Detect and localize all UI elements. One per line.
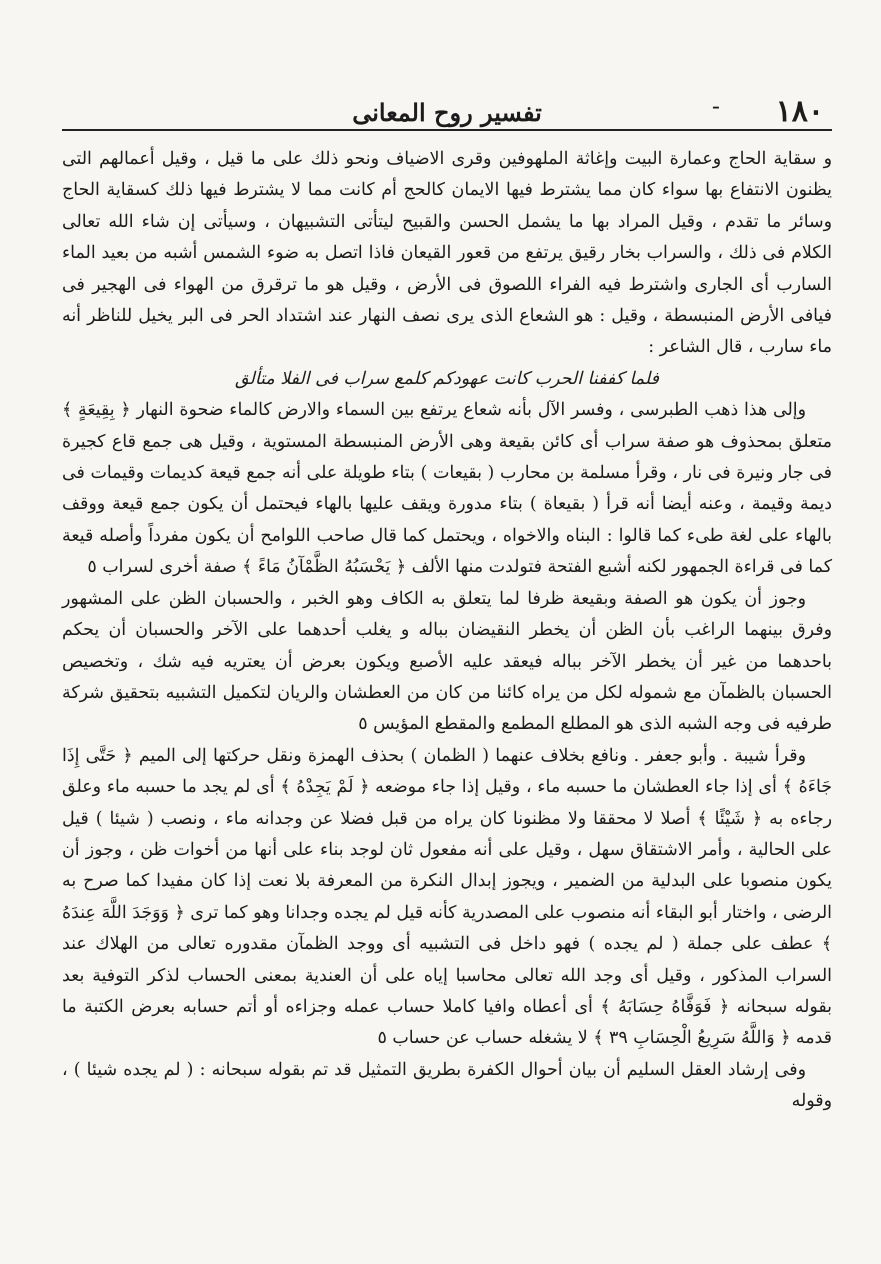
paragraph-5: وفى إرشاد العقل السليم أن بيان أحوال الكفرة بطريق التمثيل قد تم بقوله سبحانه : ( لم يجده شيئا ) ، وقوله	[62, 1059, 832, 1112]
paragraph-4: وقرأ شيبة . وأبو جعفر . ونافع بخلاف عنهما ( الظمان ) بحذف الهمزة ونقل حركتها إلى الميم ﴿ حَتَّى إِذَا جَاءَهُ ﴾ أى إذا جاء العطشان ما حسبه ماء ، وقيل إذا جاء موضعه ﴿ لَمْ يَجِدْهُ ﴾ أى لم يجد ما حسبه ماء وعلق رجاءه به ﴿ شَيْئًا ﴾ أصلا لا محققا ولا مظنونا كان يراه من قبل فضلا عن وجدانه ماء ، ونصب ( شيئا ) قيل على الحالية ، وأمر الاشتقاق سهل ، وقيل على أنه مفعول ثان لوجد بناء على أنها من أخوات ظن ، وجوز أن يكون منصوبا على البدلية من الضمير ، ويجوز إبدال النكرة من المعرفة بلا نعت إذا كان مفيدا كما صرح به الرضى ، واختار أبو البقاء أنه منصوب على المصدرية كأنه قيل لم يجده وجدانا وهو كما ترى ﴿ وَوَجَدَ اللَّهَ عِندَهُ ﴾ عطف على جملة ( لم يجده ) فهو داخل فى التشبيه أى ووجد الظمآن مقدوره تعالى من الهلاك عند السراب المذكور ، وقيل أى وجد الله تعالى محاسبا إياه على أن العندية بمعنى الحساب لذكر التوفية بعد بقوله سبحانه ﴿ فَوَفَّاهُ حِسَابَهُ ﴾ أى أعطاه وافيا كاملا حساب عمله وجزاءه أو أتم حسابه بعرض الكتبة ما قدمه ﴿ وَاللَّهُ سَرِيعُ الْحِسَابِ ٣٩ ﴾ لا يشغله حساب عن حساب ٥	[62, 745, 832, 1049]
header-rule	[62, 129, 832, 131]
poetry-verse: فلما كففنا الحرب كانت عهودكم كلمع سراب فى الفلا متألق	[235, 368, 659, 389]
paragraph-3: وجوز أن يكون هو الصفة وبقيعة ظرفا لما يتعلق به الكاف وهو الخبر ، والحسبان الظن على المشهور وفرق بينهما الراغب بأن الظن أن يخطر النقيضان بباله و يغلب أحدهما على الآخر والحسبان أن يحكم باحدهما من غير أن يخطر الآخر بباله فيعقد عليه الأصبع ويكون بعرض أن يعتريه فيه شك ، وتخصيص الحسبان بالظمآن مع شموله لكل من يراه كائنا من كان من العطشان والريان لتكميل التشبيه بتحقيق شركة طرفيه فى وجه الشبه الذى هو المطلع المطمع والمقطع المؤيس ٥	[62, 588, 832, 735]
running-title: تفسير روح المعانى	[352, 98, 542, 127]
header-mark: -	[711, 92, 720, 120]
page-header	[62, 92, 832, 128]
paragraph-2: وإلى هذا ذهب الطبرسى ، وفسر الآل بأنه شعاع يرتفع بين السماء والارض كالماء ضحوة النهار ﴿ بِقِيعَةٍ ﴾ متعلق بمحذوف هو صفة سراب أى كائن بقيعة وهى الأرض المنبسطة المستوية ، وقيل هى جمع قاع كجيرة فى جار ونيرة فى نار ، وقرأ مسلمة بن محارب ( بقيعات ) بتاء طويلة على أنه جمع قيعة كديمات وقيمات فى ديمة وقيمة ، وعنه أيضا أنه قرأ ( بقيعاة ) بتاء مدورة ويقف عليها بالهاء فيحتمل أن يكون جمع قيعة ووقف بالهاء على لغة طىء كما قالوا : البناه والاخواه ، ويحتمل كما قال صاحب اللوامح أن يكون مفرداً وأصله قيعة كما فى قراءة الجمهور لكنه أشبع الفتحة فتولدت منها الألف ﴿ يَحْسَبُهُ الظَّمْآنُ مَاءً ﴾ صفة أخرى لسراب ٥	[62, 400, 832, 578]
page-body	[62, 144, 832, 1118]
document-page	[62, 92, 832, 1212]
page-number: ١٨٠	[775, 94, 824, 129]
paragraph-1: و سقاية الحاج وعمارة البيت وإغاثة الملهوفين وقرى الاضياف ونحو ذلك على ما قيل ، وقيل أعمالهم التى يظنون الانتفاع بها سواء كان مما يشترط فيها الايمان كالحج أم كانت مما لا يشترط فيها ذلك كسقاية الحاج وسائر ما تقدم ، وقيل المراد بها ما يشمل الحسن والقبيح ليتأتى التشبيهان ، وسيأتى إن شاء الله تعالى الكلام فى ذلك ، والسراب بخار رقيق يرتفع من قعور القيعان فاذا اتصل به ضوء الشمس أشبه من بعيد الماء السارب أى الجارى واشترط فيه الفراء اللصوق فى الأرض ، وقيل هو ما ترقرق من الهواء فى الهجير فى فيافى الأرض المنبسطة ، وقيل : هو الشعاع الذى يرى نصف النهار عند اشتداد الحر فى البر يخيل للناظر أنه ماء سارب ، قال الشاعر :	[62, 149, 832, 358]
